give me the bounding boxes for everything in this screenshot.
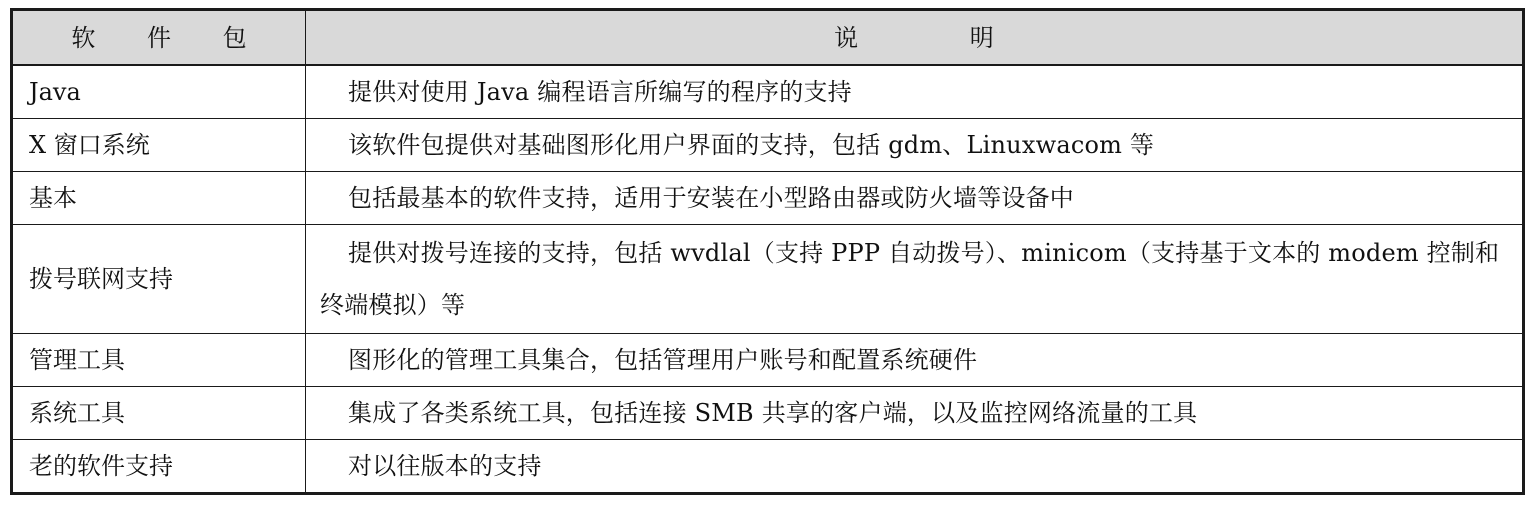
header-description-label: 说 明 — [834, 23, 1046, 52]
table-row — [12, 119, 1524, 172]
package-cell: Java — [12, 65, 306, 119]
header-description — [306, 10, 1524, 66]
description-cell: 图形化的管理工具集合，包括管理用户账号和配置系统硬件 — [306, 334, 1524, 387]
package-cell: 拨号联网支持 — [12, 225, 306, 334]
table-row — [12, 440, 1524, 494]
description-cell: 提供对使用 Java 编程语言所编写的程序的支持 — [306, 65, 1524, 119]
package-cell: X 窗口系统 — [12, 119, 306, 172]
table-row — [12, 334, 1524, 387]
table-header — [12, 10, 1524, 66]
description-cell: 对以往版本的支持 — [306, 440, 1524, 494]
table-body — [12, 65, 1524, 494]
table-row — [12, 387, 1524, 440]
header-row — [12, 10, 1524, 66]
description-cell: 包括最基本的软件支持，适用于安装在小型路由器或防火墙等设备中 — [306, 172, 1524, 225]
header-package — [12, 10, 306, 66]
package-cell: 管理工具 — [12, 334, 306, 387]
header-package-label: 软 件 包 — [71, 23, 269, 52]
software-package-table — [10, 8, 1525, 495]
description-cell: 该软件包提供对基础图形化用户界面的支持，包括 gdm、Linuxwacom 等 — [306, 119, 1524, 172]
description-cell: 提供对拨号连接的支持，包括 wvdlal（支持 PPP 自动拨号）、minicom（支持基于文本的 modem 控制和终端模拟）等 — [306, 225, 1524, 334]
description-cell: 集成了各类系统工具，包括连接 SMB 共享的客户端，以及监控网络流量的工具 — [306, 387, 1524, 440]
table-row — [12, 65, 1524, 119]
package-cell: 老的软件支持 — [12, 440, 306, 494]
package-cell: 基本 — [12, 172, 306, 225]
package-cell: 系统工具 — [12, 387, 306, 440]
table-row — [12, 225, 1524, 334]
table-row — [12, 172, 1524, 225]
